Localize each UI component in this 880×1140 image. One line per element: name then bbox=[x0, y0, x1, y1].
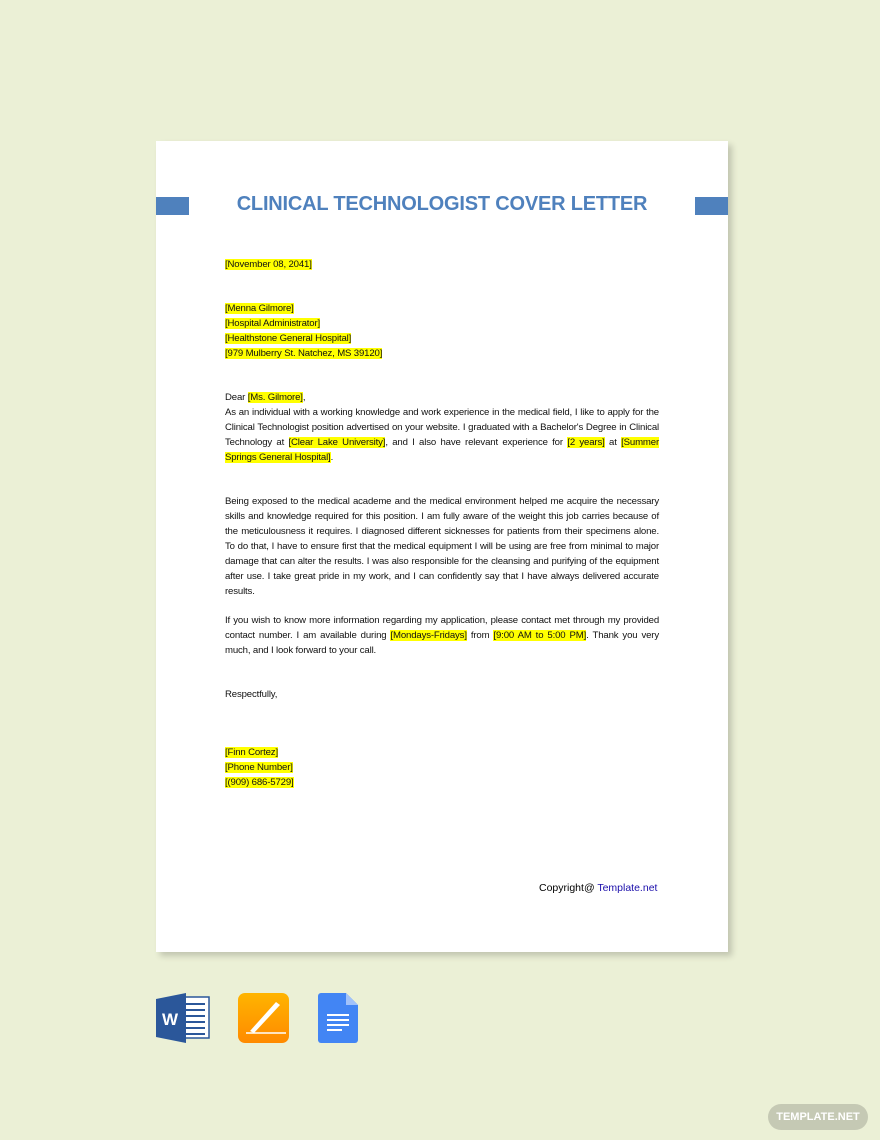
recipient-block bbox=[225, 301, 659, 361]
highlighted-placeholder: [2 years] bbox=[567, 437, 605, 448]
highlighted-placeholder: [Clear Lake University] bbox=[288, 437, 386, 448]
text-segment: As an individual with a working knowledge and work experience in the medical field, I like to apply for the Clinical Technologist position advertised on your website. I graduated with a Bachelor's Degree in Clinical Technology at bbox=[225, 407, 659, 448]
paragraph-1 bbox=[225, 405, 659, 465]
sender-name: [Finn Cortez] bbox=[225, 747, 278, 758]
paragraph-2 bbox=[225, 494, 659, 599]
closing: Respectfully, bbox=[225, 689, 278, 700]
word-icon[interactable] bbox=[156, 993, 210, 1043]
copyright bbox=[539, 882, 657, 894]
sender-phone: [(909) 686-5729] bbox=[225, 777, 294, 788]
letter-date: [November 08, 2041] bbox=[225, 259, 312, 270]
highlighted-placeholder: [Summer Springs General Hospital] bbox=[225, 437, 659, 463]
text-segment: . bbox=[330, 452, 334, 463]
highlighted-placeholder: [Mondays-Fridays] bbox=[390, 630, 467, 641]
svg-text:W: W bbox=[162, 1010, 179, 1029]
google-docs-icon[interactable] bbox=[318, 993, 358, 1044]
template-net-watermark: TEMPLATE.NET bbox=[768, 1104, 868, 1130]
text-segment: at bbox=[604, 437, 622, 448]
text-segment: from bbox=[466, 630, 494, 641]
copyright-prefix: Copyright@ bbox=[539, 882, 598, 894]
text-segment: Being exposed to the medical academe and the medical environment helped me acquire the necessary skills and knowledge required for this position. I am fully aware of the weight this job carries because of the meticulousness it requires. I diagnosed different sicknesses for patients from their specimens alone. To do that, I have to ensure first that the medical equipment I will be using are free from minimal to major damage that can alter the results. I was also responsible for the cleansing and purifying of the equipment after use. I take great pride in my work, and I can confidently say that I have always delivered accurate results. bbox=[225, 496, 659, 597]
paragraph-3 bbox=[225, 613, 659, 658]
recipient-organization: [Healthstone General Hospital] bbox=[225, 333, 352, 344]
recipient-title: [Hospital Administrator] bbox=[225, 318, 321, 329]
recipient-name: [Menna Gilmore] bbox=[225, 303, 294, 314]
salutation bbox=[225, 390, 659, 405]
text-segment: , bbox=[302, 392, 306, 403]
pages-icon[interactable] bbox=[238, 993, 290, 1044]
signature-block bbox=[225, 745, 659, 790]
recipient-address: [979 Mulberry St. Natchez, MS 39120] bbox=[225, 348, 383, 359]
text-segment: Dear bbox=[225, 392, 248, 403]
text-segment: If you wish to know more information regarding my application, please contact met through my provided contact number. I am available during bbox=[225, 615, 659, 641]
highlighted-placeholder: [Ms. Gilmore] bbox=[247, 392, 303, 403]
letter-page bbox=[156, 141, 728, 952]
document-title: CLINICAL TECHNOLOGIST COVER LETTER bbox=[236, 193, 648, 215]
highlighted-placeholder: [9:00 AM to 5:00 PM] bbox=[493, 630, 587, 641]
template-net-link[interactable]: Template.net bbox=[597, 882, 658, 894]
text-segment: , and I also have relevant experience for bbox=[385, 437, 568, 448]
text-segment: . Thank you very much, and I look forward to your call. bbox=[225, 630, 659, 656]
sender-phone-label: [Phone Number] bbox=[225, 762, 293, 773]
